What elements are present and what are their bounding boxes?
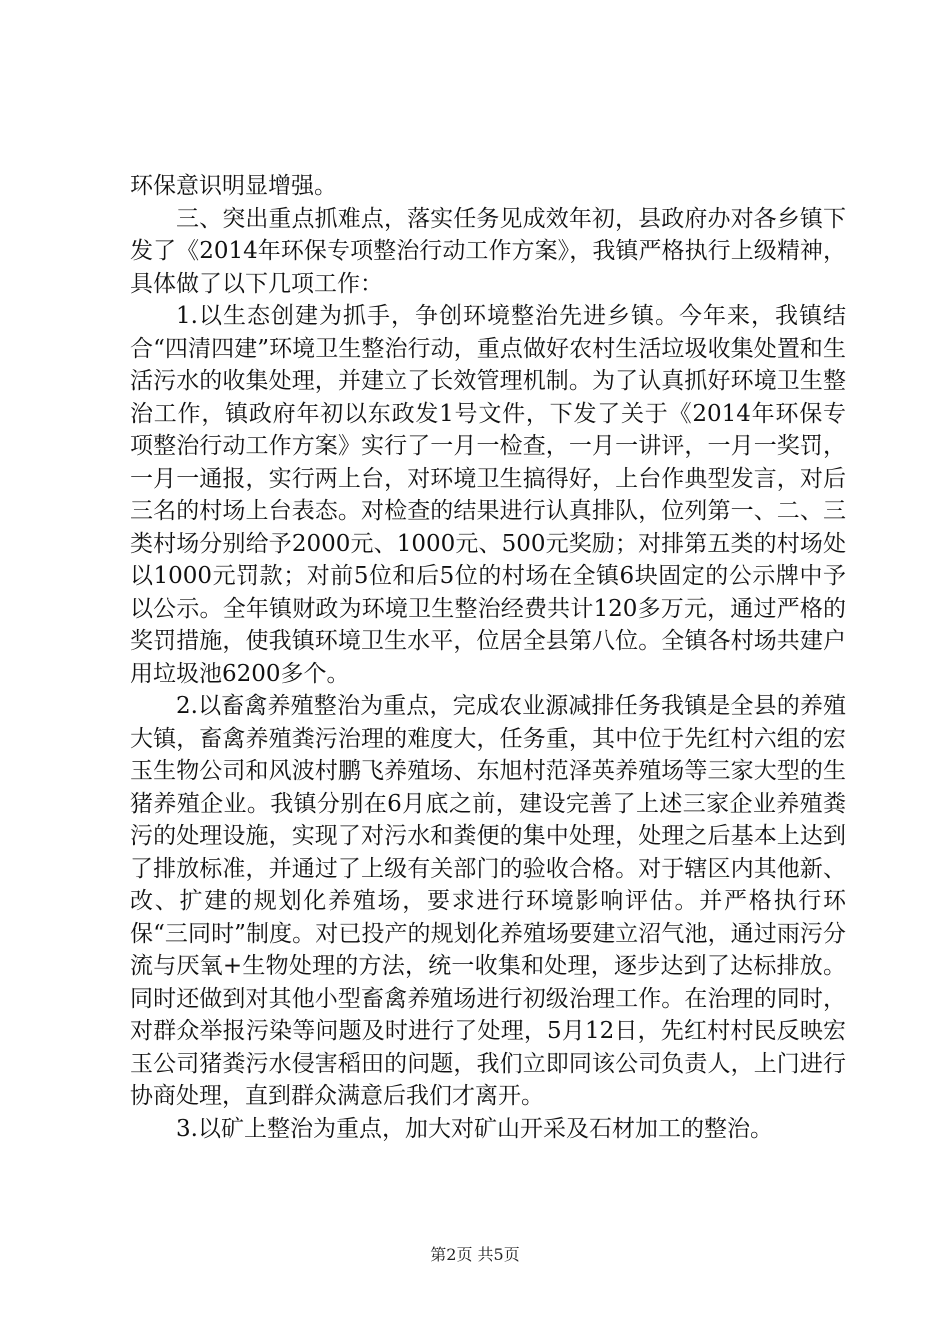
document-body — [130, 170, 846, 1145]
paragraph: 环保意识明显增强。 — [130, 173, 337, 199]
paragraph: 三、突出重点抓难点，落实任务见成效年初，县政府办对各乡镇下发了《2014年环保专项整治行动工作方案》，我镇严格执行上级精神，具体做了以下几项工作： — [130, 205, 846, 297]
paragraph: 2.以畜禽养殖整治为重点，完成农业源减排任务我镇是全县的养殖大镇，畜禽养殖粪污治理的难度大，任务重，其中位于先红村六组的宏玉生物公司和风波村鹏飞养殖场、东旭村范泽英养殖场等三家大型的生猪养殖企业。我镇分别在6月底之前，建设完善了上述三家企业养殖粪污的处理设施，实现了对污水和粪便的集中处理，处理之后基本上达到了排放标准，并通过了上级有关部门的验收合格。对于辖区内其他新、改、扩建的规划化养殖场，要求进行环境影响评估。并严格执行环保“三同时”制度。对已投产的规划化养殖场要建立沼气池，通过雨污分流与厌氧+生物处理的方法，统一收集和处理，逐步达到了达标排放。同时还做到对其他小型畜禽养殖场进行初级治理工作。在治理的同时，对群众举报污染等问题及时进行了处理，5月12日，先红村村民反映宏玉公司猪粪污水侵害稻田的问题，我们立即同该公司负责人，上门进行协商处理，直到群众满意后我们才离开。 — [130, 693, 846, 1109]
page-number-footer: 第2页 共5页 — [430, 1245, 520, 1264]
paragraph: 3.以矿上整治为重点，加大对矿山开采及石材加工的整治。 — [176, 1115, 773, 1142]
paragraph: 1.以生态创建为抓手，争创环境整治先进乡镇。今年来，我镇结合“四清四建”环境卫生整治行动，重点做好农村生活垃圾收集处置和生活污水的收集处理，并建立了长效管理机制。为了认真抓好环境卫生整治工作，镇政府年初以东政发1号文件，下发了关于《2014年环保专项整治行动工作方案》实行了一月一检查，一月一讲评，一月一奖罚，一月一通报，实行两上台，对环境卫生搞得好，上台作典型发言，对后三名的村场上台表态。对检查的结果进行认真排队，位列第一、二、三类村场分别给予2000元、1000元、500元奖励；对排第五类的村场处以1000元罚款；对前5位和后5位的村场在全镇6块固定的公示牌中予以公示。全年镇财政为环境卫生整治经费共计120多万元，通过严格的奖罚措施，使我镇环境卫生水平，位居全县第八位。全镇各村场共建户用垃圾池6200多个。 — [130, 303, 846, 687]
